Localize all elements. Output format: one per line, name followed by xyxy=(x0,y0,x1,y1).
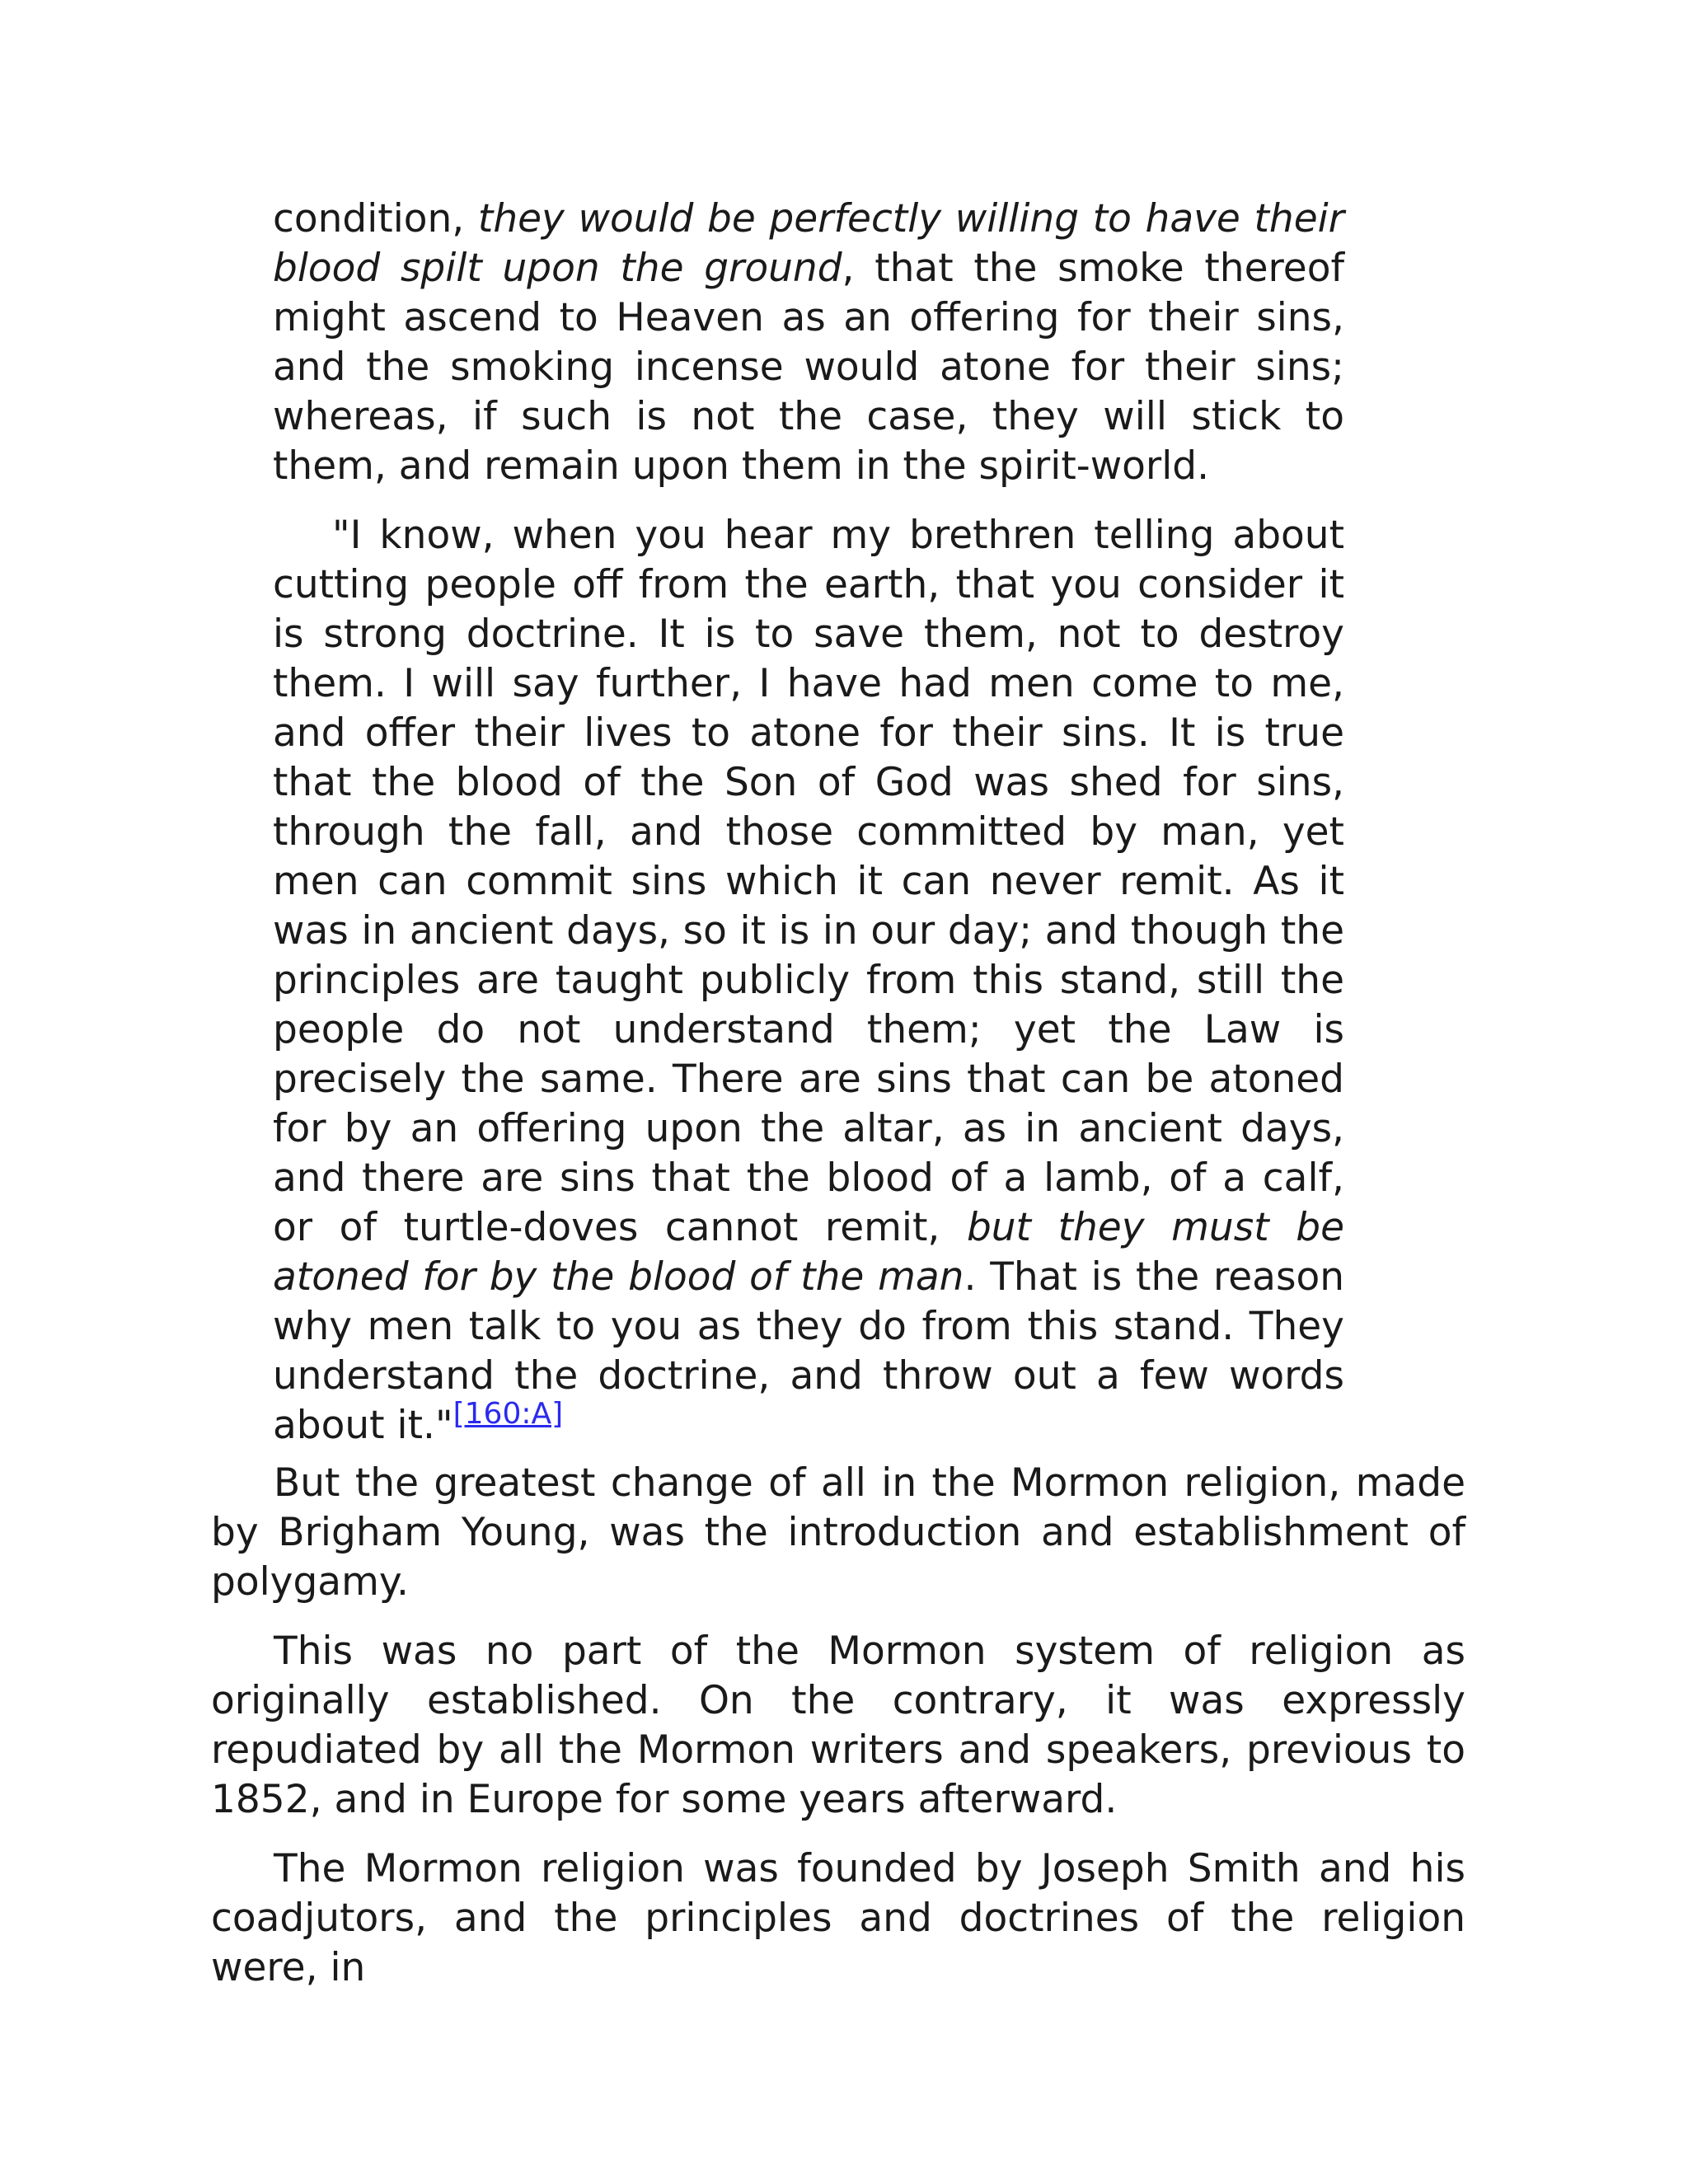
body-paragraph-3: The Mormon religion was founded by Joseph Smith and his coadjutors, and the principles and doctrines of the religion were, in xyxy=(211,1846,1465,1990)
quote-p2-text-c: . That is the reason why men talk to you as they do from this stand. They understand the doctrine, and throw out a few words about it." xyxy=(273,1254,1344,1448)
quote-p1-text-a: condition, xyxy=(273,196,478,241)
body-paragraph-2: This was no part of the Mormon system of religion as originally established. On the contrary, it was expressly repudiated by all the Mormon writers and speakers, previous to 1852, and in Europe for some years afterward. xyxy=(211,1629,1465,1822)
quote-p2-italic: but they must be atoned for by the blood of the man xyxy=(273,1205,1344,1300)
footnote-link[interactable]: [160:A] xyxy=(452,1397,564,1431)
quote-p1-text-c: , that the smoke thereof might ascend to Heaven as an offering for their sins, and the smoking incense would atone for their sins; whereas, if such is not the case, they will stick to them, and remain upon them in the spirit-world. xyxy=(273,246,1345,489)
quote-p1-italic: they would be perfectly willing to have their blood spilt upon the ground xyxy=(273,196,1345,291)
block-quote xyxy=(273,194,1344,1470)
body-paragraph-1: But the greatest change of all in the Mormon religion, made by Brigham Young, was the introduction and establishment of polygamy. xyxy=(211,1460,1465,1605)
quote-p2-text-a: "I know, when you hear my brethren telling about cutting people off from the earth, that you consider it is strong doctrine. It is to save them, not to destroy them. I will say further, I have had men come to me, and offer their lives to atone for their sins. It is true that the blood of the Son of God was shed for sins, through the fall, and those committed by man, yet men can commit sins which it can never remit. As it was in ancient days, so it is in our day; and though the principles are taught publicly from this stand, still the people do not understand them; yet the Law is precisely the same. There are sins that can be atoned for by an offering upon the altar, as in ancient days, and there are sins that the blood of a lamb, of a calf, or of turtle-doves cannot remit, xyxy=(273,513,1344,1250)
quote-paragraph-1 xyxy=(273,194,1344,491)
quote-paragraph-2 xyxy=(273,511,1344,1451)
body-text xyxy=(211,1459,1465,2013)
footnote-ref xyxy=(453,1397,564,1431)
